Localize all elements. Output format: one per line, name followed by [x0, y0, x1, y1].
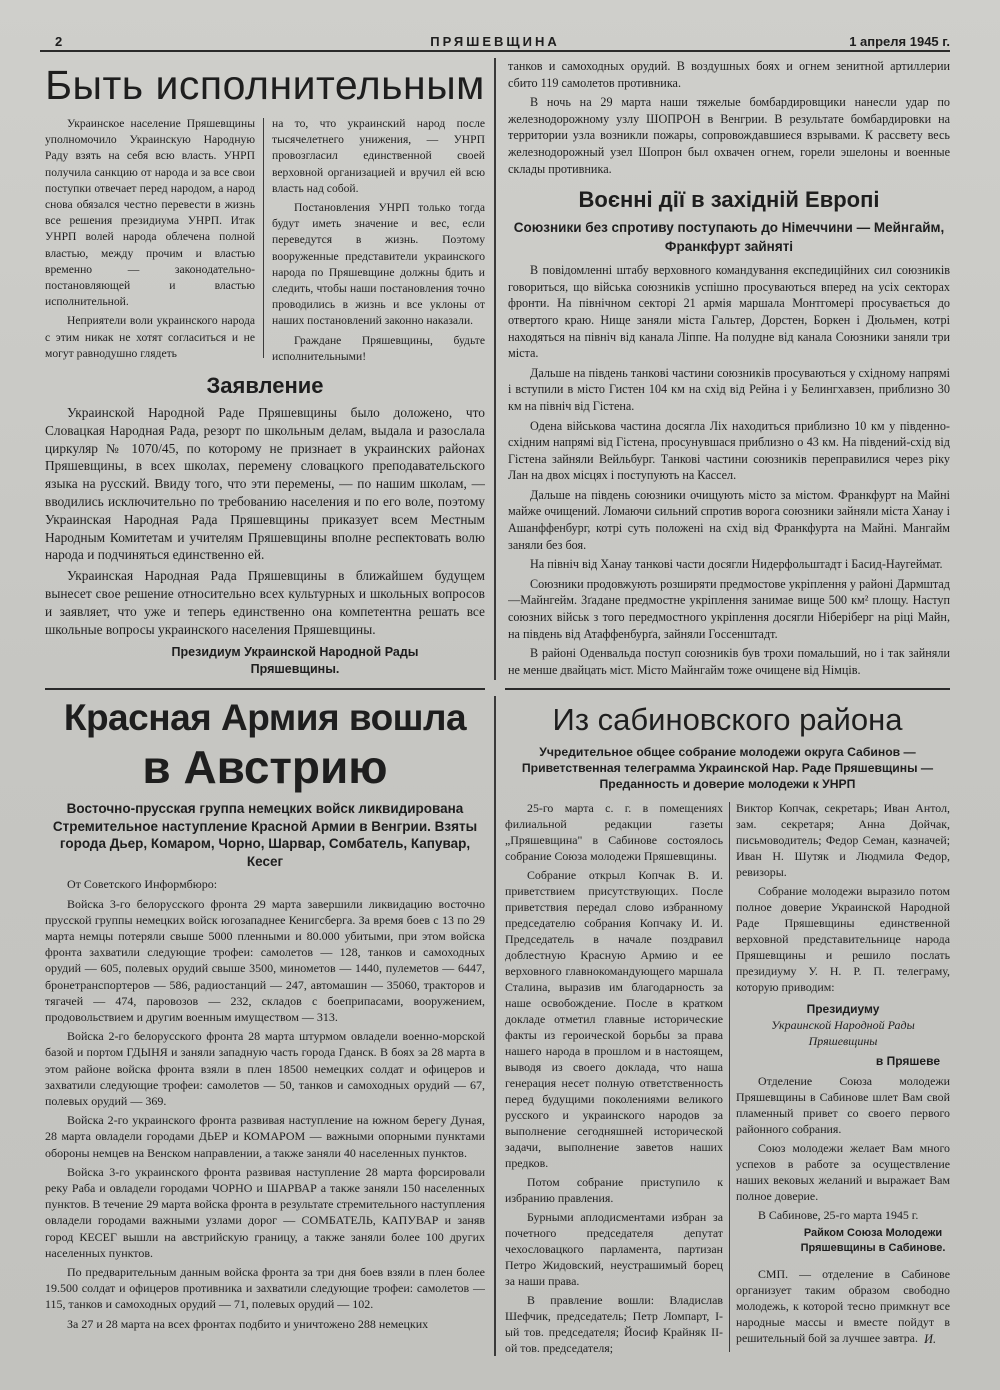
continuation-para: В ночь на 29 марта наши тяжелые бомбардировщики нанесли удар по железнодорожному узлу ШОПРОН в Венгрии. В результате бомбардировки на территории узла возникли пожары, сопровождавшиеся взрывами. К рассвету весь железнодорожный узел Шопрон был охвачен огнем, горели эшелоны и военные склады противника. — [508, 95, 950, 176]
article-be-executive-col1 — [45, 116, 255, 366]
page-number: 2 — [55, 34, 63, 49]
sabinov-para: В правление вошли: Владислав Шефчик, председатель; Петр Ломпарт, I-ый тов. председателя; Йосиф Крайняк II-ой тов. председателя; — [505, 1293, 723, 1355]
statement-para: Украинская Народная Рада Пряшевщины в ближайшем будущем вынесет свое решение относительно всех культурных и школьных вопросов и заявляет, что уже и теперь единственно она компетентна решать все школьные вопросы украинского населения Пряшевщины. — [45, 568, 485, 637]
telegram-organization: Украинской Народной Рады Пряшевщины — [771, 1018, 915, 1048]
red-army-subtitle: Восточно-прусская группа немецких войск ликвидирована Стремительное наступление Красной Армии в Венгрии. Взяты города Дьер, Комаром, Чорно, Шарвар, Сомбатель, Капувар, Кесег — [52, 801, 478, 869]
masthead — [40, 30, 950, 52]
article-be-executive-para: Постановления УНРП только тогда будут иметь значение и вес, если переведутся в жизнь. Поэтому вооруженные представители украинского народа по Пряшевщине должны бдить и следить, чтобы наши постановления точно проводились в жизнь и все уклоны от наших постановлений законно наказали. — [272, 201, 485, 328]
article-be-executive-para: Граждане Пряшевщины, будьте исполнительными! — [272, 333, 485, 363]
page-column-divider — [494, 696, 496, 1356]
section-divider — [45, 688, 485, 690]
statement-title: Заявление — [206, 373, 324, 398]
red-army-para: По предварительным данным войска фронта за три дня боев взяли в плен более 19.500 солдат и офицеров противника и захватили следующие трофеи: самолетов — 115, танков и самоходных орудий — 71, полевых орудий — 102. — [45, 1265, 485, 1312]
western-europe-para: Дальше на південь союзники очищують місто за містом. Франкфурт на Майні майже очищений. Ломаючи сильний спротив ворога союзники зайняли міста Ханау і Ашанффенбург, котрі суть положені на схід від Франкфурта на Майні. Мангайм заняли без боя. — [508, 487, 950, 552]
western-europe-para: Одена військова частина досягла Ліх находиться приблизно 10 км у південно-східним напрямі від Гістена, просунувшася приблизно о 43 км. На південий-схід від Гістена зайняли Вейльбург. Танкові частини союзників переправилися через ріку Лан на двох місцях і поступують на Кассел. — [508, 418, 950, 483]
red-army-para: За 27 и 28 марта на всех фронтах подбито и уничтожено 288 немецких — [67, 1316, 429, 1331]
red-army-para: Войска 3-го украинского фронта развивая наступление 28 марта форсировали реку Раба и овладели городами ЧОРНО и ШАРВАР а также заняли 150 населенных пунктов. В течение 29 марта войска фронта в результате стремительного наступления овладели городами важными узлами дорог — СОМБАТЕЛЬ, КАПУВАР и заняв город КЕСЕГ вышли на австрийскую границу, а также заняли более 100 других населенных пунктов. — [45, 1164, 485, 1260]
telegram-date: В Сабинове, 25-го марта 1945 г. — [758, 1208, 919, 1222]
article-be-executive-title-block — [45, 60, 485, 112]
article-be-executive-title: Быть исполнительным — [45, 62, 485, 108]
page-column-divider — [494, 58, 496, 680]
sabinov-header — [505, 700, 950, 800]
red-army-para: Войска 2-го белорусского фронта 28 марта штурмом овладели военно-морской базой и портом ГДЫНЯ и заняли западную часть города Гданск. В боях за 28 марта в этом районе войска фронта взяли в плен 18500 немецких солдат и офицеров и захватили следующие трофеи: самолетов — 50, танков и самоходных орудий — 67, полевых орудий — 369. — [45, 1029, 485, 1109]
statement-signature: Президиум Украинской Народной Рады Пряшевщины. — [171, 645, 419, 677]
sabinov-para: Потом собрание приступило к избранию правления. — [505, 1175, 723, 1205]
right-top-block — [508, 58, 950, 680]
western-europe-para: Союзники продовжують розширяти предмостове укріплення у районі Дармштад—Майнгейм. Зґадане предмостне укріплення занимае вище 500 км² площу. Наступ союзних військ з того передмостного укріплення досягли Ніберіберг на ріці Майн, на південь від Атаффенбурґа, зайняли Госсенштадт. — [508, 576, 950, 641]
sabinov-author: И. — [924, 1332, 936, 1346]
western-europe-title: Воєнні дії в західній Европі — [578, 187, 880, 213]
issue-date: 1 апреля 1945 г. — [849, 34, 950, 49]
telegram-city: в Пряшеве — [875, 1054, 940, 1068]
telegram-signature: Райком Союза Молодежи Пряшевщины в Сабинове. — [800, 1227, 946, 1254]
article-be-executive-para: Украинское население Пряшевщины уполномочило Украинскую Народную Раду взять на себя всю власть. УНРП получила санкцию от народа и за все свои поступки отвечает перед народом, а народ снова обязался честно перевести в жизнь все решения президиума УНРП. Итак УНРП волей народа облечена полной властью, между прочим и властью временно — законодательно-постановляющей и властью исполнительной. — [45, 117, 255, 309]
western-europe-para: На північ від Ханау танкові части досягли Нидерфольштадт і Басид-Наугеймат. — [530, 557, 943, 572]
newspaper-name: ПРЯШЕВЩИНА — [430, 34, 560, 49]
sabinov-para: Виктор Копчак, секретарь; Иван Антол, зам. секретаря; Анна Дойчак, письмоводитель; Федор Семан, казначей; Иван Н. Шутяк и Людмила Федор, ревизоры. — [736, 801, 950, 879]
red-army-para: Войска 2-го украинского фронта развивая наступление на южном берегу Дуная, 28 марта овладели городами ДЬЕР и КОМАРОМ — важными опорными пунктами обороны немцев на Венском направлении, а также заняли 40 населенных пунктов. — [45, 1113, 485, 1160]
red-army-title-line2: в Австрию — [142, 741, 388, 793]
western-europe-para: Дальше на південь танкові частини союзників просуваються у східному напрямі і вступили в місто Гистен 104 км на схід від Рейна і у Белингхавзен, приблизно 30 км на північ від Гістена. — [508, 365, 950, 413]
article-be-executive-para: Неприятели воли украинского народа с этим никак не хотят согласиться и не могут равнодушно глядеть — [45, 314, 255, 360]
column-divider — [263, 118, 264, 358]
telegram-recipient: Президиуму — [806, 1002, 880, 1016]
sabinov-col2 — [736, 800, 950, 1356]
sabinov-para: 25-го марта с. г. в помещениях филиальной редакции газеты „Пряшевщина" в Сабинове состоялось собрание Союза молодежи Пряшевщины. — [505, 801, 723, 863]
telegram-para: Отделение Союза молодежи Пряшевщины в Сабинове шлет Вам свой пламенный привет со своего первого районного собрания. — [736, 1074, 950, 1136]
red-army-para: Войска 3-го белорусского фронта 29 марта завершили ликвидацию восточно прусской группы немецких войск югозападнее Кенигсберга. За время боев с 13 по 29 марта немцы потеряли свыше 5000 пленными и 80.000 убитыми, при этом войска фронта захватили следующие трофеи: самолетов — 128, танков и самоходных орудий — 605, полевых орудий свыше 3500, минометов — 1440, пулеметов — 6447, бронетранспортеров — 586, радиостанций — 247, автомашин — 35060, тракторов и тягачей — 474, паровозов — 232, складов с боеприпасами, вооружением, продовольствием и другим военным имуществом — 313. — [45, 896, 485, 1024]
western-europe-para: В районі Оденвальда поступ союзників був трохи помальший, но і так зайняли не менше двайцать міст. Місто Майнгайм тоже очищене від Німців. — [508, 646, 950, 677]
sabinov-para: Собрание открыл Копчак В. И. приветствием присутствующих. После приветствия передал слово избранному председателю собрания Копчаку И. И. Председатель в начале поздравил доблестную Красную Армию и ее верховного главнокомандующего маршала Сталина, выразив им благодарность за наше освобождение. После в кратком докладе отметил главные исторические факты из героической борьбы за права нашего народа в прошлом и в настоящем, выводя из своего доклада, что наша генерация несет полную ответственность перед будущими поколениями великого русского и украинского народов за выполнение сегодняшней исторической задачи, выполнение заветов наших предков. — [505, 868, 723, 1170]
red-army-block — [45, 696, 485, 1356]
statement-para: Украинской Народной Раде Пряшевщины было доложено, что Словацкая Народная Рада, резорт по школьным делам, выдала и разослала циркуляр № 1070/45, по которому не признает в украинских районах Пряшевщины, в всех школах, перемену словацкого преподавательского языка на русский. Ввиду того, что эти перемены, — по нашим школам, — вводились исключительно по требованию населения и по его воле, поэтому Украинская Народная Рада Пряшевщины приказует всем Местным Народным Комитетам и учителям Пряшевщины вполне респектовать волю народа и подчиняться единственно ей. — [45, 405, 485, 563]
column-divider — [729, 802, 730, 1352]
telegram-para: Союз молодежи желает Вам много успехов в работе за осуществление наших вековых желаний и выражает Вам полное доверие. — [736, 1141, 950, 1203]
sabinov-title: Из сабиновского района — [552, 702, 903, 737]
sabinov-closing: СМП. — отделение в Сабинове организует таким образом свободно молодежь, к которой тесно примкнут все народные массы и вместе пойдут в решительный бой за лучшее завтра. — [736, 1267, 950, 1345]
western-europe-subtitle: Союзники без спротиву поступають до Німеччини — Мейнгайм, Франкфурт зайняті — [513, 220, 945, 255]
article-be-executive-col2 — [272, 116, 485, 366]
sabinov-para: Собрание молодежи выразило потом полное доверие Украинской Народной Раде Пряшевщины единственной верховной представительнице народа Пряшевщины и решило послать президиуму У. Н. Р. П. телеграму, которую приводим: — [736, 884, 950, 994]
sabinov-subtitle: Учредительное общее собрание молодежи округа Сабинов — Приветственная телеграмма Украинской Нар. Раде Пряшевщины — Преданность и доверие молодежи к УНРП — [521, 745, 934, 791]
sabinov-col1 — [505, 800, 723, 1356]
red-army-title-line1: Красная Армия вошла — [63, 697, 467, 738]
western-europe-para: В повідомленні штабу верховного командування експедиційних сил союзників говориться, що війська союзників успішно просуваються вперед на усіх секторах фронти. На північном секторі 21 армія маршала Монтгомері просувається до отвертого краю. Нище заняли міста Гальтер, Дорстен, Боркен і Дюльмен, котрі находяться на північ від канала Ліппе. На полудне від канала Союзники заняли три міста. — [508, 263, 950, 361]
section-divider — [505, 688, 950, 690]
statement-block — [45, 372, 485, 680]
continuation-para: танков и самоходных орудий. В воздушных боях и огнем зенитной артиллерии сбито 119 самолетов противника. — [508, 59, 950, 90]
sabinov-para: Бурными аплодисментами избран за почетного председателя депутат чехословацкого парламента, партизан Петро Жидовский, неустрашимый борец за наши права. — [505, 1210, 723, 1288]
article-be-executive-para: на то, что украинский народ после тысячелетнего унижения, — УНРП провозгласил единственной своей верховной организацией и вручил ей всю власть над собой. — [272, 117, 485, 195]
red-army-intro: От Советского Информбюро: — [67, 877, 218, 892]
